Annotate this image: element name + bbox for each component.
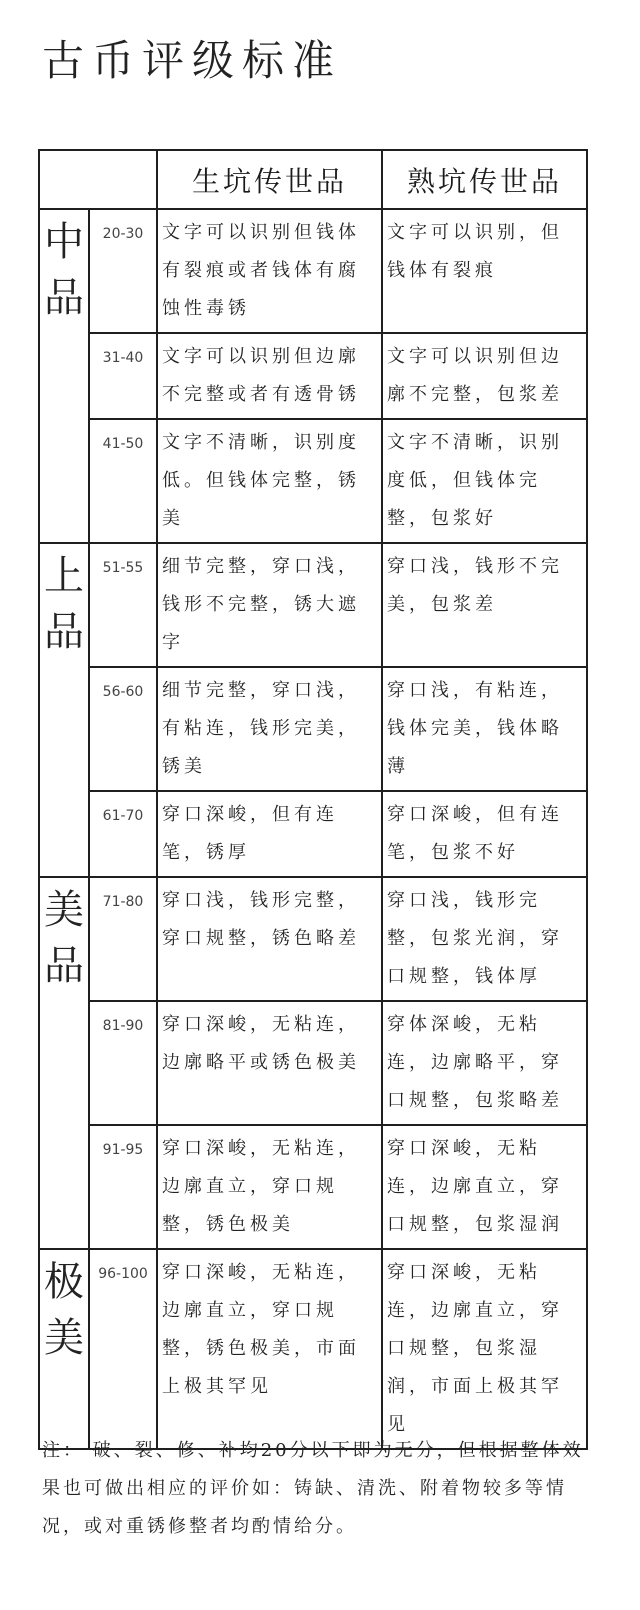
raw-description: 穿口深峻，无粘连，边廓略平或锈色极美 [157, 1001, 382, 1125]
tier-label-char: 极 [44, 1259, 84, 1305]
tier-label-char: 品 [44, 943, 84, 989]
raw-description: 穿口深峻，无粘连，边廓直立，穿口规整，锈色极美，市面上极其罕见 [157, 1249, 382, 1449]
cooked-description: 文字可以识别，但钱体有裂痕 [382, 209, 587, 333]
footnote: 注： 破、裂、修、补均20分以下即为无分，但根据整体效果也可做出相应的评价如：铸缺、清洗、附着物较多等情况，或对重锈修整者均酌情给分。 [42, 1440, 584, 1537]
header-raw: 生坑传世品 [157, 150, 382, 209]
raw-description: 穿口浅，钱形完整，穿口规整，锈色略差 [157, 877, 382, 1001]
table-row [39, 667, 587, 791]
table-row [39, 791, 587, 877]
header-cooked: 熟坑传世品 [382, 150, 587, 209]
raw-description: 文字不清晰，识别度低。但钱体完整，锈美 [157, 419, 382, 543]
score-range: 31-40 [89, 333, 157, 419]
score-range: 51-55 [89, 543, 157, 667]
cooked-description: 穿口深峻，无粘连，边廓直立，穿口规整，包浆湿润，市面上极其罕见 [382, 1249, 587, 1449]
raw-description: 穿口深峻，无粘连，边廓直立，穿口规整，锈色极美 [157, 1125, 382, 1249]
table-row [39, 1001, 587, 1125]
tier-label-char: 上 [44, 553, 84, 599]
tier-label-char: 美 [44, 1315, 84, 1361]
cooked-description: 穿口浅，有粘连，钱体完美，钱体略薄 [382, 667, 587, 791]
tier-label-char: 品 [44, 275, 84, 321]
page-title: 古币评级标准 [42, 36, 343, 85]
tier-label [39, 877, 89, 1249]
grading-table-body [39, 150, 587, 1449]
tier-label-char: 中 [44, 219, 84, 265]
cooked-description: 穿体深峻，无粘连，边廓略平，穿口规整，包浆略差 [382, 1001, 587, 1125]
table-row [39, 877, 587, 1001]
table-row [39, 1125, 587, 1249]
cooked-description: 穿口深峻，但有连笔，包浆不好 [382, 791, 587, 877]
raw-description: 细节完整，穿口浅，钱形不完整，锈大遮字 [157, 543, 382, 667]
tier-label-char: 美 [44, 887, 84, 933]
table-row [39, 333, 587, 419]
cooked-description: 穿口浅，钱形完整，包浆光润，穿口规整，钱体厚 [382, 877, 587, 1001]
tier-label [39, 1249, 89, 1449]
table-row [39, 419, 587, 543]
header-row [39, 150, 587, 209]
tier-label [39, 543, 89, 877]
score-range: 20-30 [89, 209, 157, 333]
cooked-description: 文字不清晰，识别度低，但钱体完整，包浆好 [382, 419, 587, 543]
score-range: 81-90 [89, 1001, 157, 1125]
score-range: 96-100 [89, 1249, 157, 1449]
score-range: 91-95 [89, 1125, 157, 1249]
score-range: 61-70 [89, 791, 157, 877]
header-corner [39, 150, 157, 209]
score-range: 41-50 [89, 419, 157, 543]
cooked-description: 穿口浅，钱形不完美，包浆差 [382, 543, 587, 667]
table-row [39, 543, 587, 667]
cooked-description: 穿口深峻，无粘连，边廓直立，穿口规整，包浆湿润 [382, 1125, 587, 1249]
score-range: 71-80 [89, 877, 157, 1001]
tier-label [39, 209, 89, 543]
raw-description: 文字可以识别但边廓不完整或者有透骨锈 [157, 333, 382, 419]
table-row [39, 209, 587, 333]
grading-table [38, 149, 588, 1450]
score-range: 56-60 [89, 667, 157, 791]
table-row [39, 1249, 587, 1449]
tier-label-char: 品 [44, 609, 84, 655]
raw-description: 文字可以识别但钱体有裂痕或者钱体有腐蚀性毒锈 [157, 209, 382, 333]
raw-description: 细节完整，穿口浅，有粘连，钱形完美，锈美 [157, 667, 382, 791]
raw-description: 穿口深峻，但有连笔，锈厚 [157, 791, 382, 877]
cooked-description: 文字可以识别但边廓不完整，包浆差 [382, 333, 587, 419]
